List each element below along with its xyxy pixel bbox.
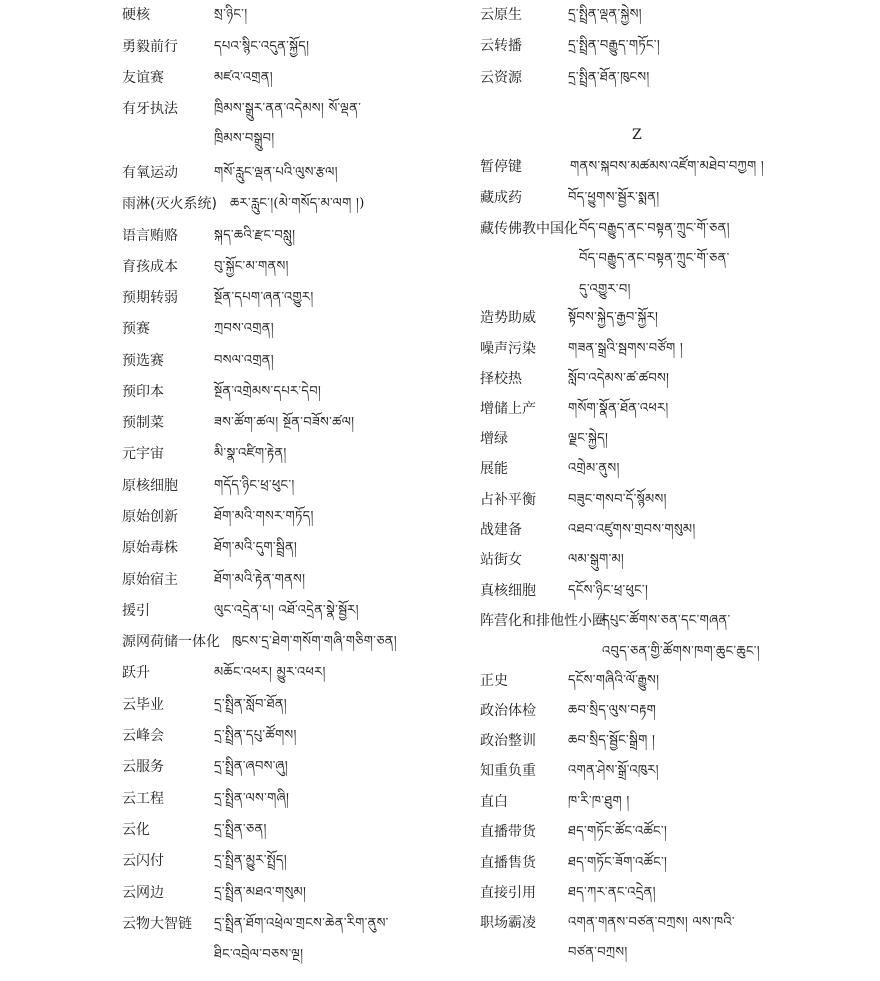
chinese-term: 阵营化和排他性小圈 (480, 613, 606, 629)
tibetan-translation: བོད་ཕྱུགས་སྦྱོར་སྨན། (568, 190, 660, 205)
tibetan-translation: སྐད་ཆའི་རྫང་བསླུ། (214, 228, 296, 243)
chinese-term: 育孩成本 (122, 259, 178, 275)
chinese-term: 政治整训 (480, 733, 536, 749)
tibetan-translation: དྲ་སྤྲིན་ཐོག་འཕྲེལ་གྲངས་ཆེན་རིག་ནུས་ (214, 916, 389, 931)
tibetan-translation: དྲ་སྤྲིན་མཐའ་གསུམ། (214, 885, 307, 900)
chinese-term: 暂停键 (480, 159, 522, 175)
tibetan-translation-continued: བོད་བརྒྱུད་ནང་བསྟན་ཀྲུང་གོ་ཅན་ (579, 251, 730, 266)
chinese-term: 语言贿赂 (122, 228, 178, 244)
tibetan-translation-continued: ཐིང་འབྲེལ་བཅས་ལྔ། (214, 947, 304, 962)
tibetan-translation: གཟན་སྒྲའི་སྦགས་བཙོག ། (568, 341, 684, 356)
chinese-term: 战建备 (480, 522, 522, 538)
tibetan-translation: དྲ་སྤྲིན་ལས་གཞི། (214, 791, 290, 806)
chinese-term: 直播带货 (480, 824, 536, 840)
chinese-term: 原核细胞 (122, 478, 178, 494)
tibetan-translation: དྲ་སྤྲིན་སློབ་ཐོན། (214, 697, 287, 712)
chinese-term: 造势助威 (480, 310, 536, 326)
tibetan-translation: ཁུངས་དྲ་ཐེག་གསོག་གཞི་གཅིག་ཅན། (232, 634, 397, 649)
chinese-term: 源网荷储一体化 (122, 634, 220, 650)
chinese-term: 政治体检 (480, 703, 536, 719)
tibetan-translation-continued: བཙན་བཀྲས། (568, 945, 628, 960)
chinese-term: 预制菜 (122, 415, 164, 431)
chinese-term: 增绿 (480, 431, 508, 447)
section-letter: Z (632, 127, 642, 143)
tibetan-translation: ཀྲབས་འགྲན། (214, 321, 274, 336)
chinese-term: 云物大智链 (122, 916, 192, 932)
tibetan-translation: མཆོང་འཕར། མྱུར་འཕར། (214, 665, 326, 680)
tibetan-translation: ཐོག་མའི་རྟེན་གནས། (214, 572, 306, 587)
chinese-term: 云服务 (122, 759, 164, 775)
tibetan-translation: དྲ་སྤྲིན་ཅན། (214, 822, 267, 837)
tibetan-translation: ཟས་ཚོག་ཚལ། སྔོན་བཟོས་ཚལ། (214, 415, 355, 430)
chinese-term: 直白 (480, 794, 508, 810)
tibetan-translation: འགྲེམ་ནུས། (568, 461, 620, 476)
chinese-term: 跃升 (122, 665, 150, 681)
tibetan-translation: མི་སྣ་འཛིག་རྟེན། (214, 446, 287, 461)
chinese-term: 直接引用 (480, 885, 536, 901)
tibetan-translation: འཐབ་འཛུགས་གྲབས་གསུམ། (568, 522, 696, 537)
tibetan-translation: དྲ་སྤྲིན་དཔུ་ཚོགས། (214, 728, 297, 743)
chinese-term: 云原生 (480, 7, 522, 23)
chinese-term: 有牙执法 (122, 101, 178, 117)
tibetan-translation: གདོད་ཉིང་ཕྲ་ཕུང་། (214, 478, 295, 493)
tibetan-translation: དྲ་སྤྲིན་བརྒྱུད་གཏོང་། (568, 38, 661, 53)
chinese-term: 云毕业 (122, 697, 164, 713)
tibetan-translation: སྟོབས་སྐྱེད་རྒྱབ་སྐྱོར། (568, 310, 659, 325)
chinese-term: 藏传佛教中国化 (480, 221, 578, 237)
tibetan-translation: དཔུང་ཚོགས་ཅན་དང་གཞན་ (602, 613, 731, 628)
chinese-term: 勇毅前行 (122, 39, 178, 55)
tibetan-translation: སྔོན་འགྲེམས་དཔར་དེབ། (214, 384, 322, 399)
chinese-term: 职场霸凌 (480, 915, 536, 931)
tibetan-translation: འགན་གནས་བཙན་བཀྲས། ལས་ཁའི་ (568, 915, 735, 930)
tibetan-translation: བསལ་འགྲན། (214, 353, 274, 368)
chinese-term: 云化 (122, 822, 150, 838)
chinese-term: 云资源 (480, 70, 522, 86)
chinese-term: 硬核 (122, 7, 150, 23)
tibetan-translation: ཁྲིམས་སྒྲུར་ནན་འདེམས། སོ་ལྡན་ (214, 101, 362, 116)
tibetan-translation: དྲ་སྤྲིན་ཐོན་ཁུངས། (568, 70, 650, 85)
tibetan-translation: སྔོན་དཔག་ཞན་འགྱུར། (214, 290, 314, 305)
chinese-term: 云工程 (122, 791, 164, 807)
chinese-term: 藏成药 (480, 190, 522, 206)
chinese-term: 元宇宙 (122, 446, 164, 462)
tibetan-translation: དངོས་ཉིང་ཕྲ་ཕུང་། (568, 583, 649, 598)
tibetan-translation: ཆབ་སྲིད་སྦྱོང་སྒྲིག ། (568, 733, 656, 748)
chinese-term: 原始宿主 (122, 572, 178, 588)
chinese-term: 有氧运动 (122, 165, 178, 181)
chinese-term: 友谊赛 (122, 70, 164, 86)
tibetan-translation: ཐོག་མའི་དུག་སྦྲིན། (214, 540, 298, 555)
tibetan-translation-continued: དུ་འགྱུར་བ། (579, 282, 631, 297)
chinese-term: 云网边 (122, 885, 164, 901)
chinese-term: 真核细胞 (480, 583, 536, 599)
chinese-term: 直播售货 (480, 855, 536, 871)
tibetan-translation: འགན་ཤེས་སྒྲོ་འཁུར། (568, 763, 659, 778)
tibetan-translation: ཁ་རི་ཁ་ཐུག ། (568, 794, 630, 809)
tibetan-translation: གསོ་རླུང་ལྡན་པའི་ལུས་རྩལ། (214, 165, 338, 180)
tibetan-translation: གསོག་སྣོན་ཐོན་འཕར། (568, 401, 669, 416)
chinese-term: 展能 (480, 461, 508, 477)
chinese-term: 预印本 (122, 384, 164, 400)
chinese-term: 择校热 (480, 371, 522, 387)
tibetan-translation: དྲ་སྤྲིན་ལྡན་སྐྱེས། (568, 7, 642, 22)
tibetan-translation: ཆར་རླུང་།(མེ་གསོད་མ་ལག །) (230, 196, 365, 211)
tibetan-translation: དཔའ་སྙིང་འདུན་སྐྱོད། (214, 39, 310, 54)
chinese-term: 援引 (122, 603, 150, 619)
tibetan-translation: གནས་སྐབས་མཚམས་འཛོག་མཐེབ་བཀྱག ། (570, 159, 765, 174)
tibetan-translation: ཐད་གཏོང་ཚོང་འཚོང་། (568, 824, 668, 839)
tibetan-translation: ལྗང་སྐྱེད། (568, 431, 609, 446)
chinese-term: 原始创新 (122, 509, 178, 525)
tibetan-translation: བུ་སྐྱོང་མ་གནས། (214, 259, 289, 274)
chinese-term: 噪声污染 (480, 341, 536, 357)
chinese-term: 原始毒株 (122, 540, 178, 556)
tibetan-translation: ལམ་སྒུག་མ། (568, 552, 625, 567)
tibetan-translation: སྲ་ཉིང་། (214, 7, 248, 22)
chinese-term: 占补平衡 (480, 492, 536, 508)
tibetan-translation: མཛའ་འགྲན། (214, 70, 273, 85)
chinese-term: 云闪付 (122, 853, 164, 869)
tibetan-translation: དྲ་སྤྲིན་མྱུར་སྤྲོད། (214, 853, 287, 868)
chinese-term: 增储上产 (480, 401, 536, 417)
tibetan-translation-continued: ཁྲིམས་བསྒྲུབ། (214, 131, 275, 146)
chinese-term: 正史 (480, 673, 508, 689)
tibetan-translation: བཟུང་གསབ་དོ་སྙོམས། (568, 492, 667, 507)
tibetan-translation: ཐད་ཀར་ནང་འདྲེན། (568, 885, 656, 900)
tibetan-translation: ཆབ་སྲིད་ལུས་བརྟག (568, 703, 657, 718)
tibetan-translation: དྲ་སྤྲིན་ཞབས་ཞུ། (214, 759, 288, 774)
tibetan-translation: སློབ་འདེམས་ཚ་ཚབས། (568, 371, 670, 386)
chinese-term: 雨淋(灭火系统) (122, 196, 217, 212)
chinese-term: 知重负重 (480, 763, 536, 779)
chinese-term: 云转播 (480, 38, 522, 54)
tibetan-translation: ལུང་འདྲེན་པ། འཐོ་འདྲེན་སྣེ་སྦྱོར། (214, 603, 359, 618)
chinese-term: 预期转弱 (122, 290, 178, 306)
tibetan-translation: བོད་བརྒྱུད་ནང་བསྟན་ཀྲུང་གོ་ཅན། (579, 221, 730, 236)
chinese-term: 云峰会 (122, 728, 164, 744)
tibetan-translation-continued: འབུད་ཅན་གྱི་ཚོགས་ཁག་ཆུང་ཆུང་། (602, 644, 760, 659)
tibetan-translation: དངོས་གཞིའི་ལོ་རྒྱུས། (568, 673, 660, 688)
chinese-term: 站街女 (480, 552, 522, 568)
chinese-term: 预赛 (122, 321, 150, 337)
chinese-term: 预选赛 (122, 353, 164, 369)
tibetan-translation: ཐོག་མའི་གསར་གཏོད། (214, 509, 314, 524)
tibetan-translation: ཐད་གཏོང་ཟོག་འཚོང་། (568, 855, 668, 870)
